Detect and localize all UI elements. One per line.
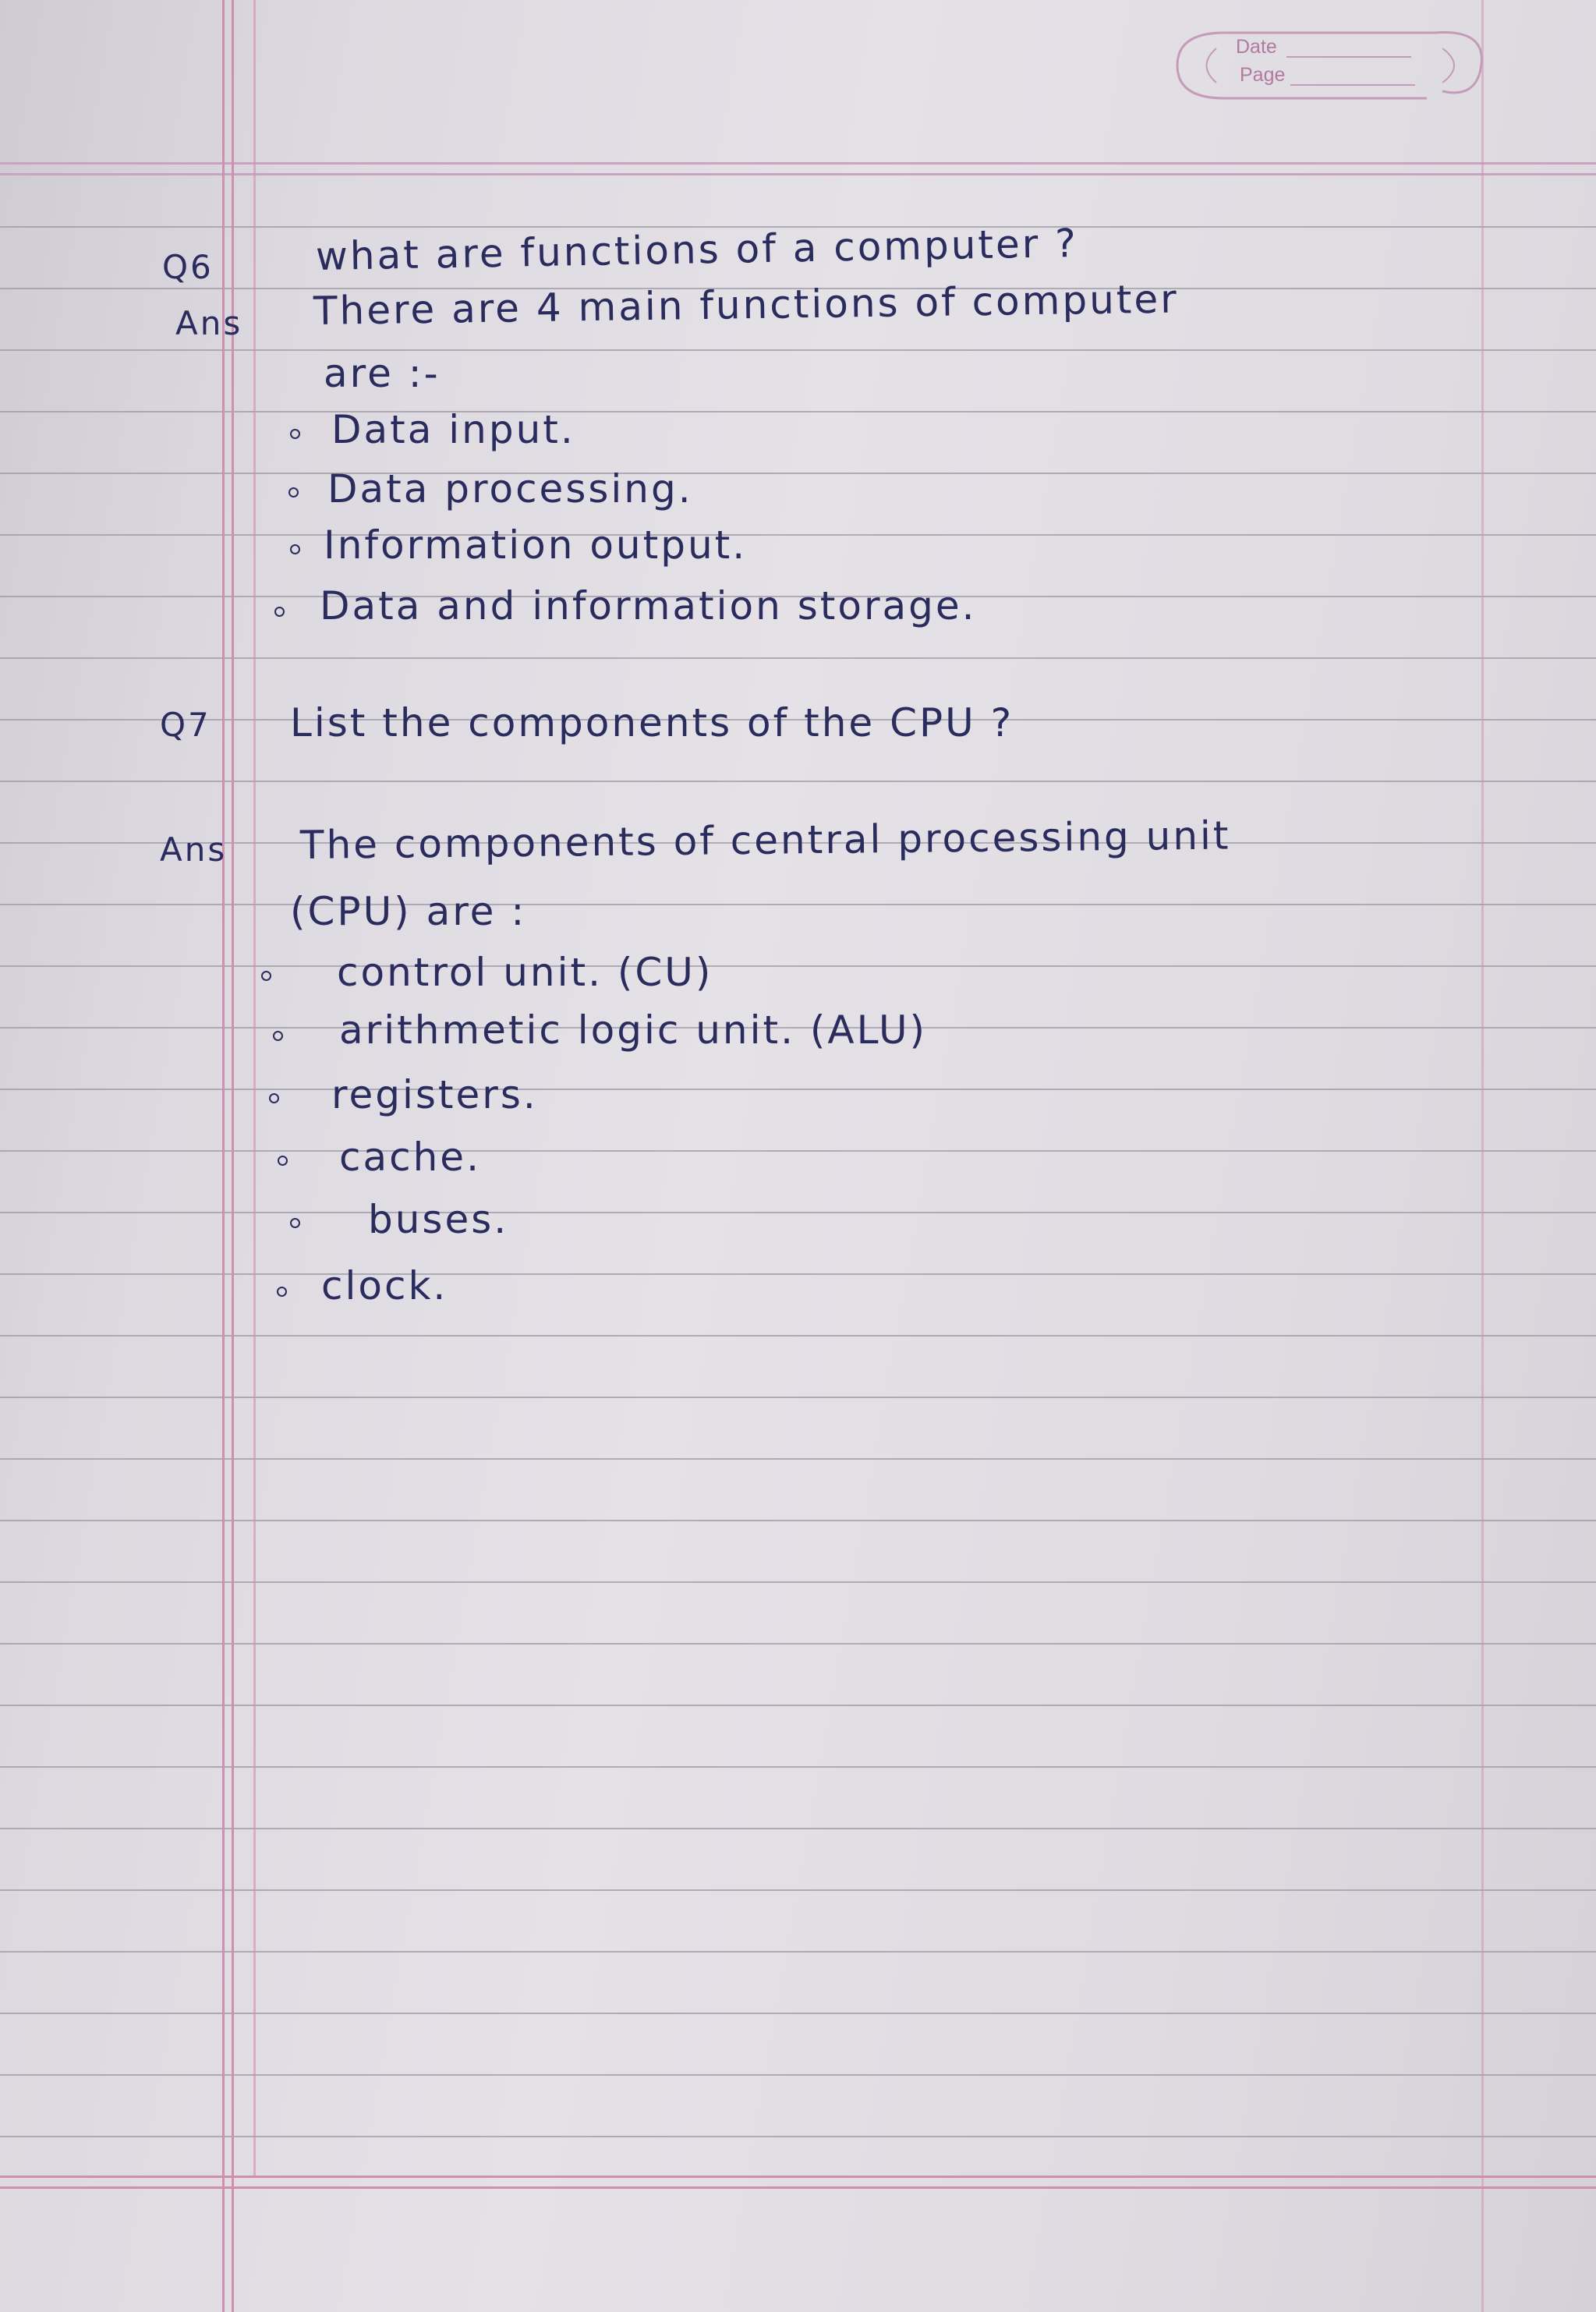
ruled-line [0,1397,1596,1398]
q6-ans-label: Ans [175,304,243,342]
ruled-line [0,1150,1596,1152]
ruled-line [0,2013,1596,2014]
ruled-line [0,904,1596,905]
bullet-dot [277,1287,287,1297]
q6-bullet-3: Information output. [324,522,748,568]
q7-ans-label: Ans [160,830,228,869]
ruled-line [0,1643,1596,1645]
ruled-line [0,1089,1596,1090]
page-label: Page [1240,64,1286,86]
bullet-dot [290,544,300,554]
bullet-dot [278,1156,288,1166]
bullet-dot [274,607,285,617]
q6-label: Q6 [162,248,214,286]
q7-bullet-3: registers. [331,1072,538,1117]
ruled-line [0,1520,1596,1521]
ruled-line [0,1828,1596,1829]
bullet-dot [269,1093,279,1103]
q7-question: List the components of the CPU ? [290,700,1014,745]
ruled-line [0,1335,1596,1337]
ruled-line [0,1212,1596,1213]
q6-question: what are functions of a computer ? [315,220,1079,279]
ruled-line [0,1889,1596,1891]
bullet-dot [273,1031,283,1041]
ruled-line [0,657,1596,659]
q7-answer-line1: The components of central processing unit [299,813,1231,868]
ruled-line [0,1458,1596,1460]
bullet-dot [290,1218,300,1228]
ruled-line [0,1766,1596,1768]
bullet-dot [288,487,299,497]
page-line [1290,84,1415,86]
ruled-line [0,965,1596,967]
ruled-line [0,2136,1596,2137]
q6-answer-line2: are :- [324,351,441,396]
q7-label: Q7 [160,706,211,744]
bottom-margin-line [0,2176,1596,2178]
ruled-line [0,1705,1596,1706]
q7-bullet-1: control unit. (CU) [337,950,713,995]
q6-bullet-2: Data processing. [327,466,693,512]
date-line [1286,56,1411,58]
bullet-dot [261,971,271,981]
date-label: Date [1236,36,1277,58]
ruled-line [0,349,1596,351]
right-margin-line [1481,0,1484,2312]
ruled-line [0,534,1596,536]
date-page-scroll-icon [1170,17,1489,111]
top-margin-line-2 [0,173,1596,175]
answer-margin-line [253,0,256,2176]
q7-bullet-4: cache. [339,1135,481,1180]
q7-bullet-2: arithmetic logic unit. (ALU) [339,1007,928,1053]
ruled-line [0,2074,1596,2076]
bottom-margin-line-2 [0,2186,1596,2189]
q7-bullet-6: clock. [321,1263,448,1308]
left-margin-line-2 [232,0,234,2312]
left-margin-line [222,0,225,2312]
q6-answer-line1: There are 4 main functions of computer [313,276,1180,334]
ruled-line [0,1951,1596,1953]
q7-bullet-5: buses. [368,1197,509,1242]
ruled-line [0,411,1596,412]
q7-answer-line2: (CPU) are : [290,889,527,934]
ruled-line [0,1581,1596,1583]
bullet-dot [290,429,300,439]
q6-bullet-1: Data input. [331,407,575,452]
ruled-line [0,473,1596,474]
ruled-line [0,1273,1596,1275]
q6-bullet-4: Data and information storage. [320,583,977,628]
ruled-line [0,781,1596,782]
date-page-stamp [1170,17,1489,111]
top-margin-line [0,162,1596,165]
